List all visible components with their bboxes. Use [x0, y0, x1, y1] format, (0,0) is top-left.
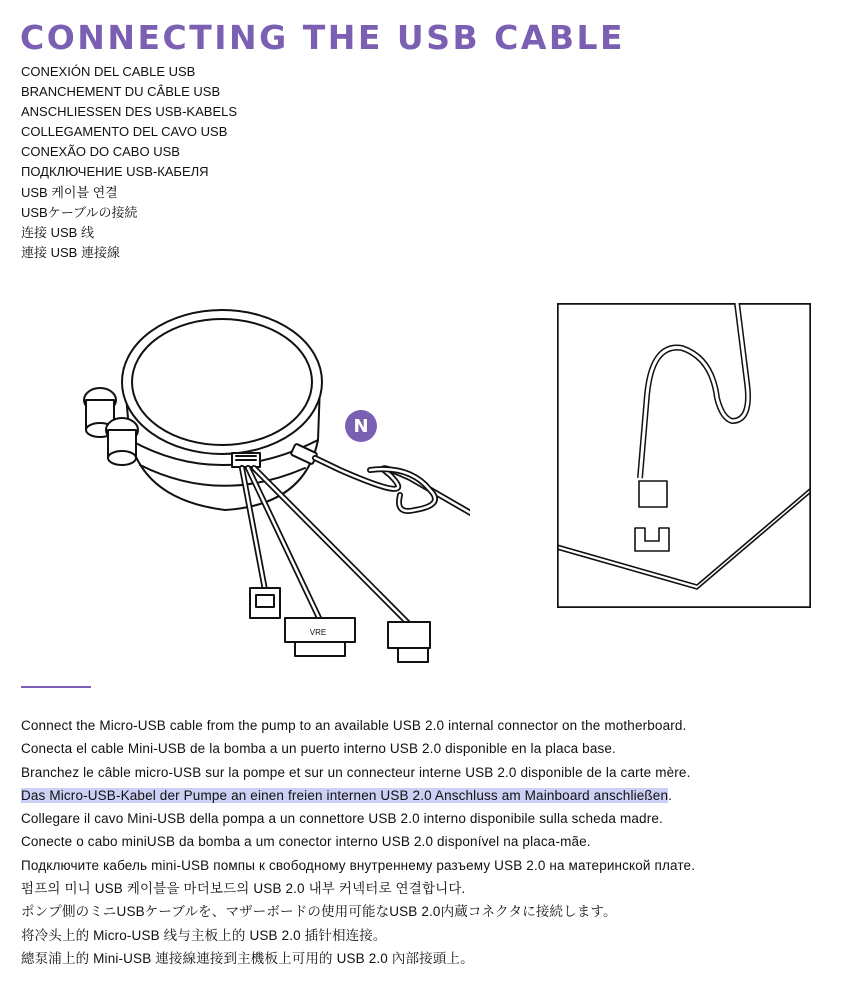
instruction-list — [21, 714, 695, 970]
instruction-zh-tw: 總泵浦上的 Mini-USB 連接線連接到主機板上可用的 USB 2.0 內部接頭上。 — [21, 950, 474, 966]
instruction-fr: Branchez le câble micro-USB sur la pompe et sur un connecteur interne USB 2.0 disponible de la carte mère. — [21, 764, 691, 780]
step-badge: N — [345, 410, 377, 442]
subtitle-ru: ПОДКЛЮЧЕНИЕ USB-КАБЕЛЯ — [21, 164, 209, 180]
pump-plug-label: VRE — [309, 628, 327, 637]
subtitle-ja: USBケーブルの接続 — [21, 204, 138, 220]
subtitle-it: COLLEGAMENTO DEL CAVO USB — [21, 124, 228, 140]
instruction-ja: ポンプ側のミニUSBケーブルを、マザーボードの使用可能なUSB 2.0内蔵コネクタに接続します。 — [21, 904, 617, 920]
instruction-ru: Подключите кабель mini-USB помпы к свободному внутреннему разъему USB 2.0 на материнской плате. — [21, 857, 696, 873]
subtitle-list — [21, 62, 237, 263]
instruction-it: Collegare il cavo Mini-USB della pompa a un connettore USB 2.0 interno disponibile sulla scheda madre. — [21, 811, 663, 827]
motherboard-inset — [557, 303, 811, 608]
instruction-en: Connect the Micro-USB cable from the pump to an available USB 2.0 internal connector on the motherboard. — [21, 718, 687, 733]
subtitle-zh-cn: 连接 USB 线 — [21, 224, 94, 240]
instruction-ko: 펌프의 미니 USB 케이블을 마더보드의 USB 2.0 내부 커넥터로 연결합니다. — [21, 881, 466, 897]
highlighted-text[interactable]: Das Micro-USB-Kabel der Pumpe an einen freien internen USB 2.0 Anschluss am Mainboard anschließen — [21, 787, 669, 803]
instruction-de[interactable] — [21, 784, 695, 807]
subtitle-pt: CONEXÃO DO CABO USB — [21, 144, 180, 160]
instruction-es: Conecta el cable Mini-USB de la bomba a un puerto interno USB 2.0 disponible en la placa base. — [21, 741, 616, 757]
instruction-pt: Conecte o cabo miniUSB da bomba a um conector interno USB 2.0 disponível na placa-mãe. — [21, 834, 591, 850]
subtitle-ko: USB 케이블 연결 — [21, 184, 118, 200]
subtitle-zh-tw: 連接 USB 連接線 — [21, 244, 120, 260]
pump-cable-illustration — [70, 290, 470, 670]
subtitle-fr: BRANCHEMENT DU CÂBLE USB — [21, 84, 221, 100]
highlight-end-period: . — [668, 787, 673, 803]
subtitle-es: CONEXIÓN DEL CABLE USB — [21, 64, 196, 79]
section-divider — [21, 686, 91, 688]
instruction-zh-cn: 将冷头上的 Micro-USB 线与主板上的 USB 2.0 插针相连接。 — [21, 927, 387, 943]
page-title: CONNECTING THE USB CABLE — [20, 18, 626, 57]
subtitle-de: ANSCHLIESSEN DES USB-KABELS — [21, 104, 238, 120]
